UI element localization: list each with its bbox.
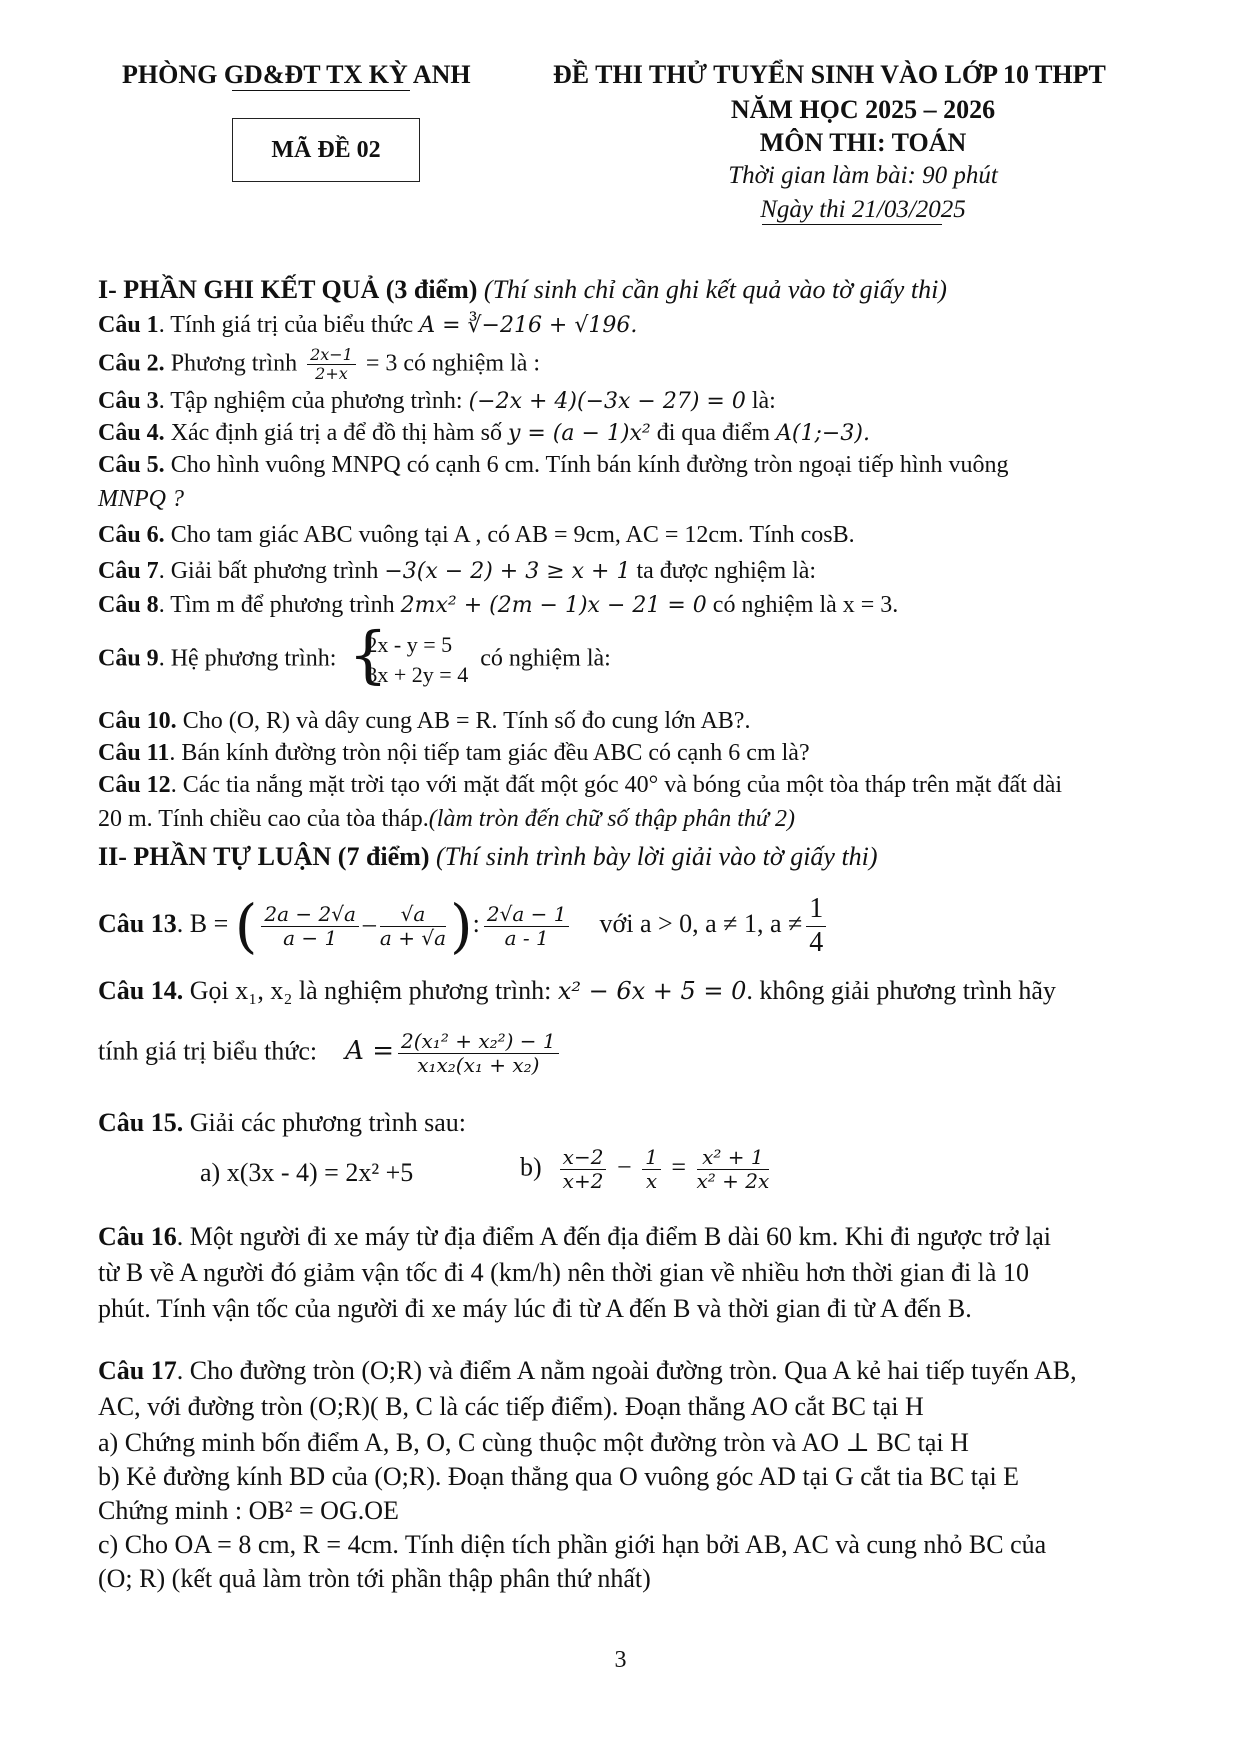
- q15-f1-denominator: x+2: [562, 1169, 604, 1193]
- q13-f1-denominator: a − 1: [283, 925, 338, 950]
- q9-system: [348, 618, 469, 691]
- date-underline: [762, 224, 942, 225]
- q13-f2-denominator: a + √a: [379, 925, 446, 950]
- q15-f2-numerator: 1: [642, 1146, 661, 1170]
- q14-denominator: x₁x₂(x₁ + x₂): [417, 1053, 540, 1077]
- brace-glyph: {: [348, 618, 388, 691]
- q13-cond-denominator: 4: [809, 926, 824, 958]
- q13-f3-numerator: 2√a − 1: [484, 903, 570, 927]
- q15-fraction-3: [697, 1146, 770, 1193]
- q14-expr: x² − 6x + 5 = 0: [557, 977, 747, 1005]
- question-8: [98, 592, 898, 619]
- q7-label: Câu 7: [98, 558, 159, 584]
- q3-text: . Tập nghiệm của phương trình:: [158, 388, 469, 414]
- question-5-cont: MNPQ ?: [98, 486, 184, 512]
- q2-label: Câu 2.: [98, 350, 165, 377]
- q13-pre: . B =: [176, 908, 235, 938]
- question-5: [98, 452, 1009, 479]
- question-1: [98, 312, 637, 339]
- q2-text: Phương trình: [164, 350, 304, 377]
- question-7: [98, 558, 816, 585]
- q9-rest: có nghiệm là:: [474, 645, 611, 672]
- q4-label: Câu 4.: [98, 420, 165, 446]
- q15-f3-numerator: x² + 1: [697, 1146, 770, 1170]
- question-14-cont: [98, 1030, 563, 1077]
- q7-expr: −3(x − 2) + 3 ≥ x + 1: [384, 559, 631, 584]
- q15-fraction-2: [642, 1146, 661, 1193]
- question-12: [98, 772, 1062, 799]
- q17-part-c-2: (O; R) (kết quả làm tròn tới phần thập phân thứ nhất): [98, 1564, 651, 1593]
- duration: Thời gian làm bài: 90 phút: [728, 162, 998, 189]
- q17-line-1: . Cho đường tròn (O;R) và điểm A nằm ngoài đường tròn. Qua A kẻ hai tiếp tuyến AB,: [176, 1356, 1077, 1385]
- q15-f1-numerator: x−2: [560, 1146, 607, 1170]
- exam-title: ĐỀ THI THỬ TUYỂN SINH VÀO LỚP 10 THPT: [553, 60, 1106, 89]
- q2-numerator: 2x−1: [307, 346, 356, 365]
- part2-heading: [98, 842, 878, 872]
- q17-label: Câu 17: [98, 1356, 177, 1385]
- q14-lhs: A =: [345, 1036, 394, 1067]
- q5-text: Cho hình vuông MNPQ có cạnh 6 cm. Tính bán kính đường tròn ngoại tiếp hình vuông: [164, 452, 1009, 478]
- subject: MÔN THI: TOÁN: [759, 128, 967, 157]
- q13-condition-fraction: [806, 893, 826, 958]
- q9-eq1: 2x - y = 5: [366, 632, 453, 657]
- q12-text: . Các tia nắng mặt trời tạo với mặt đất một góc 40° và bóng của một tòa tháp trên mặt đất dài: [170, 772, 1063, 798]
- question-16: [98, 1222, 1051, 1252]
- q12-label: Câu 12: [98, 772, 171, 798]
- q16-label: Câu 16: [98, 1222, 177, 1251]
- q15-b-label: b): [520, 1152, 542, 1182]
- question-11: [98, 740, 810, 767]
- part1-title: I- PHẦN GHI KẾT QUẢ (3 điểm): [98, 275, 478, 304]
- q4-rest: đi qua điểm: [650, 420, 777, 446]
- q15-f3-denominator: x² + 2x: [696, 1169, 770, 1193]
- q15-f2-denominator: x: [645, 1169, 658, 1193]
- q14-text: Gọi x₁, x₂ là nghiệm phương trình:: [183, 976, 558, 1005]
- q9-eq2: 3x + 2y = 4: [366, 662, 469, 687]
- left-paren: (: [234, 892, 258, 960]
- q9-text: . Hệ phương trình:: [158, 645, 343, 672]
- q3-label: Câu 3: [98, 388, 159, 414]
- q13-fraction-3: [484, 903, 570, 950]
- q4-point: A(1;−3).: [776, 421, 870, 446]
- header-underline: [232, 90, 410, 91]
- question-13: Câu 13. B = ( $\frac{2a - 2√a}{a - 1}$ – $\frac{√a}{a + √a}$ ): $\frac{2√a - 1}{a - 1}$ với a > 0, a ≠ 1, a ≠ $\frac{1}{4}$: [98, 892, 830, 960]
- part2-note: (Thí sinh trình bày lời giải vào tờ giấy thi): [436, 842, 878, 871]
- q10-label: Câu 10.: [98, 708, 177, 734]
- q7-rest: ta được nghiệm là:: [630, 558, 817, 584]
- q11-label: Câu 11: [98, 740, 170, 766]
- q6-label: Câu 6.: [98, 522, 165, 548]
- q2-fraction: [307, 346, 356, 384]
- question-14: [98, 976, 1056, 1006]
- part1-heading: [98, 275, 947, 305]
- q17-part-b-1: b) Kẻ đường kính BD của (O;R). Đoạn thẳng qua O vuông góc AD tại G cắt tia BC tại E: [98, 1462, 1020, 1491]
- q11-text: . Bán kính đường tròn nội tiếp tam giác đều ABC có cạnh 6 cm là?: [169, 740, 810, 766]
- q15-label: Câu 15.: [98, 1108, 184, 1137]
- exam-date: Ngày thi 21/03/2025: [760, 196, 966, 223]
- q13-f3-denominator: a - 1: [504, 925, 549, 950]
- q8-label: Câu 8: [98, 592, 159, 618]
- q1-expr: A = ∛−216 + √196.: [419, 313, 638, 338]
- school-name: PHÒNG GD&ĐT TX KỲ ANH: [122, 60, 471, 89]
- question-12-cont: [98, 806, 795, 833]
- q7-text: . Giải bất phương trình: [158, 558, 385, 584]
- question-10: [98, 708, 750, 735]
- page-number: 3: [614, 1647, 627, 1673]
- q16-line-3: phút. Tính vận tốc của người đi xe máy lúc đi từ A đến B và thời gian đi từ A đến B.: [98, 1294, 972, 1323]
- q4-expr: y = (a − 1)x²: [507, 421, 651, 446]
- q16-line-2: từ B về A người đó giảm vận tốc đi 4 (km/h) nên thời gian về nhiều hơn thời gian đi là 10: [98, 1258, 1029, 1287]
- q13-fraction-2: [380, 903, 446, 950]
- q10-text: Cho (O, R) và dây cung AB = R. Tính số đo cung lớn AB?.: [176, 708, 751, 734]
- q3-rest: là:: [745, 388, 776, 414]
- q17-part-c-1: c) Cho OA = 8 cm, R = 4cm. Tính diện tích phần giới hạn bởi AB, AC và cung nhỏ BC của: [98, 1530, 1047, 1559]
- question-4: [98, 420, 870, 447]
- question-9: [98, 618, 611, 691]
- q15-text: Giải các phương trình sau:: [183, 1108, 466, 1137]
- q14-cont-text: tính giá trị biểu thức:: [98, 1036, 318, 1066]
- q13-label: Câu 13: [98, 908, 177, 938]
- q17-part-a: a) Chứng minh bốn điểm A, B, O, C cùng thuộc một đường tròn và AO ⊥ BC tại H: [98, 1428, 969, 1457]
- q8-expr: 2mx² + (2m − 1)x − 21 = 0: [400, 593, 707, 618]
- q15-part-b: b) $\frac{x-2}{x+2}$ − $\frac{1}{x}$ = $\frac{\text{x² + 1}}{\text{x² + 2x}}$: [520, 1145, 770, 1193]
- q15-part-a: a) x(3x - 4) = 2x² +5: [200, 1158, 414, 1187]
- q1-text: . Tính giá trị của biểu thức: [158, 312, 420, 338]
- part1-note: (Thí sinh chỉ cần ghi kết quả vào tờ giấy thi): [483, 275, 947, 304]
- right-paren: ): [450, 892, 473, 960]
- q4-text: Xác định giá trị a để đồ thị hàm số: [164, 420, 508, 446]
- q13-fraction-1: [261, 903, 359, 950]
- q13-f2-numerator: √a: [380, 903, 446, 927]
- exam-code-box: [232, 118, 420, 182]
- q15-fraction-1: [560, 1146, 607, 1193]
- q14-numerator: 2(x₁² + x₂²) − 1: [398, 1030, 559, 1054]
- q17-line-2: AC, với đường tròn (O;R)( B, C là các tiếp điểm). Đoạn thẳng AO cắt BC tại H: [98, 1392, 924, 1421]
- q1-label: Câu 1: [98, 312, 159, 338]
- q9-label: Câu 9: [98, 645, 159, 672]
- question-17: [98, 1356, 1077, 1386]
- q5-label: Câu 5.: [98, 452, 165, 478]
- q8-text: . Tìm m để phương trình: [158, 592, 401, 618]
- exam-code: MÃ ĐỀ 02: [271, 137, 381, 163]
- q2-rest: = 3 có nghiệm là :: [359, 350, 541, 377]
- q8-rest: có nghiệm là x = 3.: [706, 592, 899, 618]
- q14-label: Câu 14.: [98, 976, 184, 1005]
- q17-part-b-2: Chứng minh : OB² = OG.OE: [98, 1496, 399, 1525]
- q3-expr: (−2x + 4)(−3x − 27) = 0: [468, 389, 746, 414]
- q6-text: Cho tam giác ABC vuông tại A , có AB = 9cm, AC = 12cm. Tính cosB.: [164, 522, 855, 548]
- q12-note: (làm tròn đến chữ số thập phân thứ 2): [428, 806, 795, 832]
- part2-title: II- PHẦN TỰ LUẬN (7 điểm): [98, 842, 430, 871]
- question-3: [98, 388, 776, 415]
- q14-rest: . không giải phương trình hãy: [746, 976, 1056, 1005]
- q13-cond-numerator: 1: [806, 893, 826, 926]
- question-15: [98, 1108, 466, 1138]
- question-2: [98, 346, 540, 384]
- school-year: NĂM HỌC 2025 – 2026: [730, 95, 996, 124]
- q12-cont-text: 20 m. Tính chiều cao của tòa tháp.: [98, 806, 429, 832]
- q16-line-1: . Một người đi xe máy từ địa điểm A đến địa điểm B dài 60 km. Khi đi ngược trở lại: [176, 1222, 1051, 1251]
- question-6: [98, 522, 855, 549]
- q13-condition: với a > 0, a ≠ 1, a ≠: [599, 908, 803, 938]
- q13-f1-numerator: 2a − 2√a: [261, 903, 359, 927]
- q14-fraction: [398, 1030, 559, 1077]
- q2-denominator: 2+x: [315, 364, 348, 384]
